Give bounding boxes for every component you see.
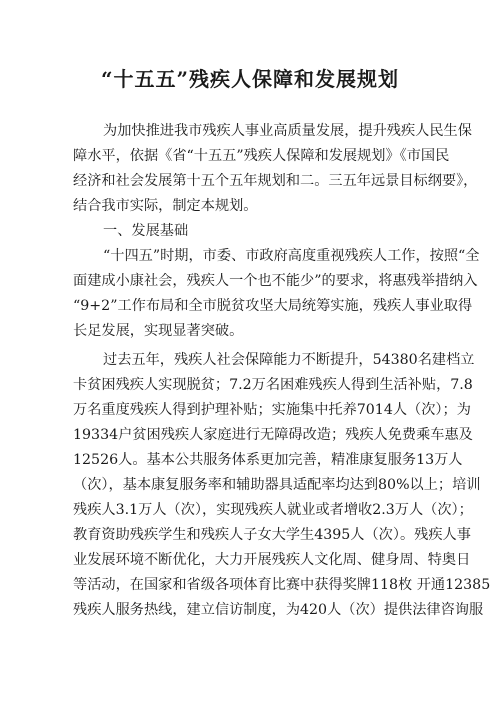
body-line: （次），基本康复服务率和辅助器具适配率均达到80%以上；培训	[73, 477, 481, 493]
document-title: “十五五”残疾人保障和发展规划	[100, 67, 399, 92]
body-line: 为加快推进我市残疾人事业高质量发展，提升残疾人民生保	[103, 123, 472, 139]
body-line: 教育资助残疾学生和残疾人子女大学生4395人（次）。残疾人事	[73, 527, 471, 543]
body-line: 经济和社会发展第十五个五年规划和二。三五年远景目标纲要》，	[73, 173, 478, 189]
body-line: “十四五”时期，市委、市政府高度重视残疾人工作，按照“全	[103, 248, 480, 264]
body-line: 长足发展，实现显著突破。	[73, 323, 244, 339]
section-heading: 一、发展基础	[103, 223, 189, 239]
body-line: 残疾人服务热线，建立信访制度，为420人（次）提供法律咨询服	[73, 602, 484, 618]
body-line: 过去五年，残疾人社会保障能力不断提升，54380名建档立	[103, 352, 475, 368]
body-line: 业发展环境不断优化，大力开展残疾人文化周、健身周、特奥日	[73, 552, 471, 568]
body-line: 残疾人3.1万人（次），实现残疾人就业或者增收2.3万人（次）；	[73, 502, 473, 518]
body-line: 万名重度残疾人得到护理补贴；实施集中托养7014人（次）；为	[73, 402, 471, 418]
body-line: 障水平，依据《省“十五五”残疾人保障和发展规划》《市国民	[73, 148, 450, 164]
body-line: 等活动，在国家和省级各项体育比赛中获得奖牌118枚 开通12385	[73, 577, 491, 593]
body-line: 19334户贫困残疾人家庭进行无障碍改造；残疾人免费乘车惠及	[73, 427, 473, 443]
body-line: 卡贫困残疾人实现脱贫；7.2万名困难残疾人得到生活补贴，7.8	[73, 377, 473, 393]
body-line: 12526人。基本公共服务体系更加完善，精准康复服务13万人	[73, 452, 463, 468]
body-line: 结合我市实际，制定本规划。	[73, 198, 258, 214]
body-line: “9+2”工作布局和全市脱贫攻坚大局统筹实施，残疾人事业取得	[73, 298, 473, 314]
body-line: 面建成小康社会，残疾人一个也不能少”的要求，将惠残举措纳入	[73, 273, 478, 289]
